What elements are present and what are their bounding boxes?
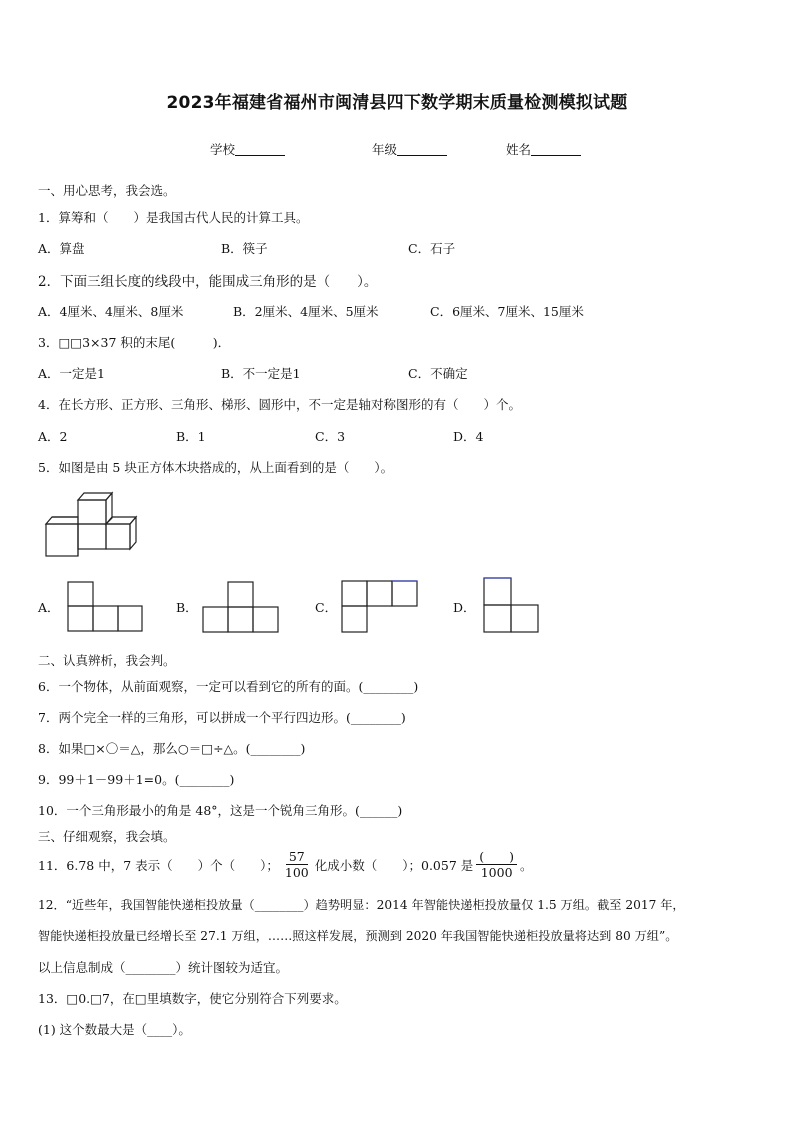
q11-fraction-2-denominator: 1000 <box>480 865 513 880</box>
q10-text: 10．一个三角形最小的角是 48°，这是一个锐角三角形。(______) <box>38 803 403 818</box>
q2-option-c[interactable]: C．6厘米、7厘米、15厘米 <box>430 304 584 319</box>
q11-fraction-1-denominator: 100 <box>284 865 309 880</box>
name-field[interactable] <box>506 140 581 158</box>
q3-option-c[interactable]: C．不确定 <box>408 366 468 381</box>
q12-line-1: 12．“近些年，我国智能快递柜投放量（________）趋势明显：2014 年智能快递柜投放量仅 1.5 万组。截至 2017 年， <box>38 898 685 912</box>
q3-stem: 3．□□3×37 积的末尾( )． <box>38 335 231 350</box>
q13-stem: 13．□0.□7，在□里填数字，使它分别符合下列要求。 <box>38 991 347 1006</box>
q8-text: 8．如果□×〇＝△，那么○＝□÷△。(________) <box>38 741 306 756</box>
q11-part1: 11．6.78 中，7 表示（ ）个（ ）； <box>38 857 279 873</box>
school-field[interactable] <box>210 140 285 158</box>
q2-option-a[interactable]: A．4厘米、4厘米、8厘米 <box>38 304 184 319</box>
q5-option-c-figure <box>340 579 420 635</box>
q4-option-a[interactable]: A．2 <box>38 429 68 444</box>
section-1-heading: 一、用心思考，我会选。 <box>38 183 176 198</box>
grade-label: 年级 <box>372 142 398 157</box>
q2-stem: 2．下面三组长度的线段中，能围成三角形的是（ ）。 <box>38 274 378 290</box>
q1-option-c[interactable]: C．石子 <box>408 241 456 256</box>
q5-option-a[interactable]: A． <box>38 600 60 615</box>
q5-option-d-figure <box>482 576 542 636</box>
q11-part2: 化成小数（ ）；0.057 是 <box>314 857 474 873</box>
q1-option-b[interactable]: B．筷子 <box>221 241 268 256</box>
q4-option-c[interactable]: C．3 <box>315 429 346 444</box>
section-3-heading: 三、仔细观察，我会填。 <box>38 829 176 844</box>
page-title: 2023年福建省福州市闽清县四下数学期末质量检测模拟试题 <box>166 93 628 113</box>
q11-fraction-1 <box>282 849 312 880</box>
q6-text: 6．一个物体，从前面观察，一定可以看到它的所有的面。(________) <box>38 679 419 694</box>
q5-option-c[interactable]: C． <box>315 600 338 615</box>
q11-part3: 。 <box>520 857 533 873</box>
q5-option-b-figure <box>201 580 281 635</box>
q7-text: 7．两个完全一样的三角形，可以拼成一个平行四边形。(________) <box>38 710 406 725</box>
q12-line-2: 智能快递柜投放量已经增长至 27.1 万组，……照这样发展，预测到 2020 年我国智能快递柜投放量将达到 80 万组”。 <box>38 929 678 943</box>
school-label: 学校 <box>210 142 236 157</box>
q11-fraction-2-numerator[interactable]: ( ) <box>476 849 517 865</box>
q9-text: 9．99＋1－99＋1=0。(________) <box>38 772 235 787</box>
q3-option-b[interactable]: B．不一定是1 <box>221 366 301 381</box>
grade-blank[interactable] <box>397 143 447 156</box>
grade-field[interactable] <box>372 140 447 158</box>
q11-fraction-2[interactable] <box>476 849 517 880</box>
q4-option-b[interactable]: B．1 <box>176 429 206 444</box>
q5-stem: 5．如图是由 5 块正方体木块搭成的，从上面看到的是（ ）。 <box>38 460 394 475</box>
q5-option-b[interactable]: B． <box>176 600 198 615</box>
q4-option-d[interactable]: D．4 <box>453 429 484 444</box>
q1-stem: 1．算筹和（ ）是我国古代人民的计算工具。 <box>38 210 309 225</box>
section-2-heading: 二、认真辨析，我会判。 <box>38 653 176 668</box>
cube-stack-figure <box>40 488 144 560</box>
q4-stem: 4．在长方形、正方形、三角形、梯形、圆形中，不一定是轴对称图形的有（ ）个。 <box>38 397 521 412</box>
q1-option-a[interactable]: A．算盘 <box>38 241 85 256</box>
q11-fraction-1-numerator: 57 <box>286 849 308 865</box>
name-label: 姓名 <box>506 142 532 157</box>
q5-option-a-figure <box>66 580 144 634</box>
q11-row <box>38 849 533 880</box>
name-blank[interactable] <box>531 143 581 156</box>
q3-option-a[interactable]: A．一定是1 <box>38 366 105 381</box>
q5-option-d[interactable]: D． <box>453 600 476 615</box>
q12-line-3: 以上信息制成（________）统计图较为适宜。 <box>38 960 289 975</box>
school-blank[interactable] <box>235 143 285 156</box>
q2-option-b[interactable]: B．2厘米、4厘米、5厘米 <box>233 304 379 319</box>
q13-sub-1: (1) 这个数最大是（____）。 <box>38 1022 191 1037</box>
